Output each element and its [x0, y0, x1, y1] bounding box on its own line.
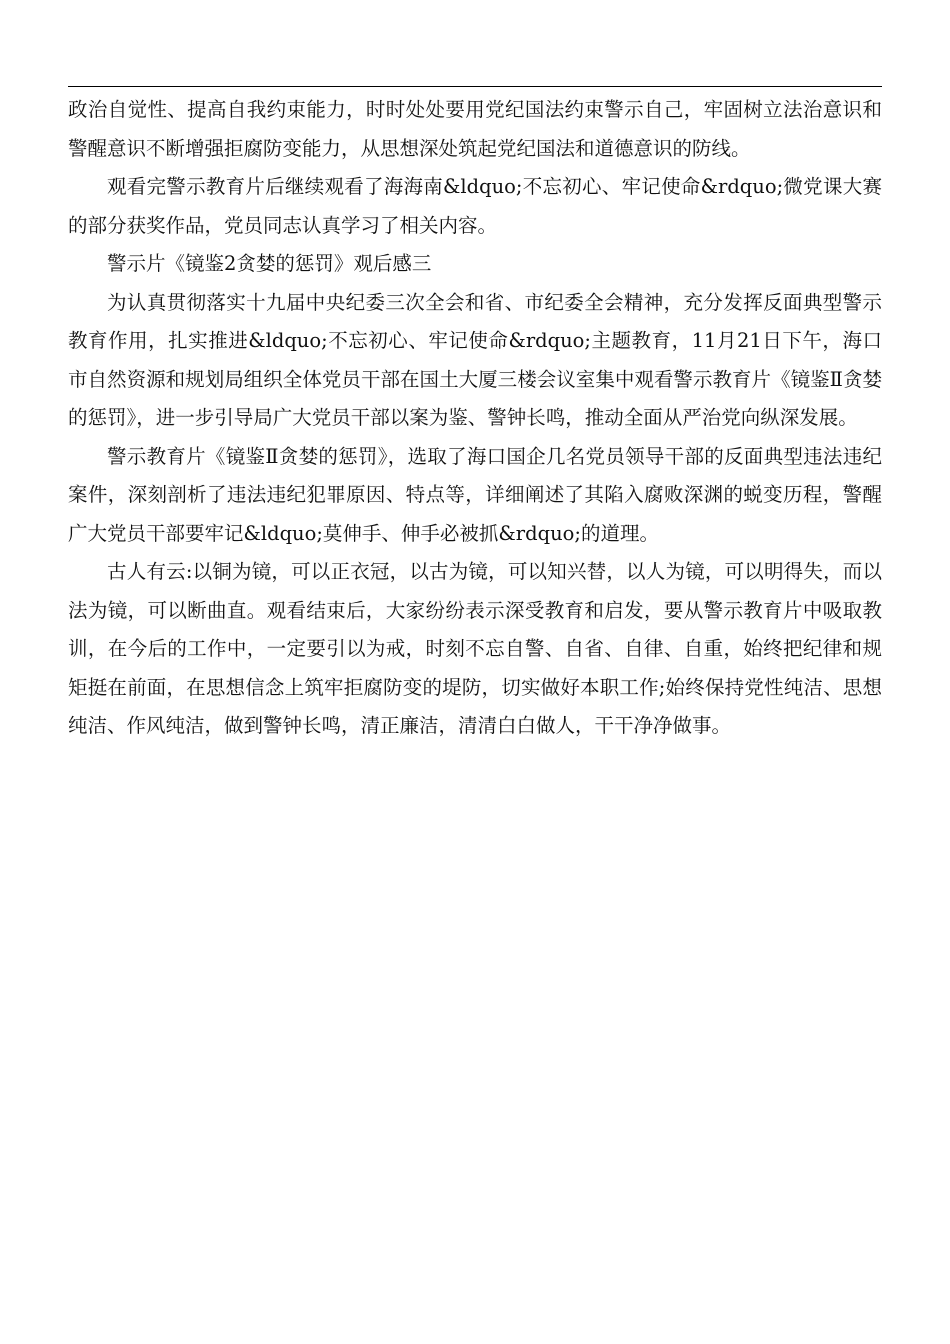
header-rule	[68, 86, 882, 87]
paragraph-film-summary: 警示教育片《镜鉴Ⅱ贪婪的惩罚》，选取了海口国企几名党员领导干部的反面典型违法违纪案件，深刻剖析了违法违纪犯罪原因、特点等，详细阐述了其陷入腐败深渊的蜕变历程，警醒广大党员干部要牢记&ldquo;莫伸手、伸手必被抓&rdquo;的道理。	[68, 444, 882, 545]
paragraph-continuation: 政治自觉性、提高自我约束能力，时时处处要用党纪国法约束警示自己，牢固树立法治意识和警醒意识不断增强拒腐防变能力，从思想深处筑起党纪国法和道德意识的防线。	[68, 98, 882, 160]
paragraph-reflection: 古人有云:以铜为镜，可以正衣冠，以古为镜，可以知兴替，以人为镜，可以明得失，而以法为镜，可以断曲直。观看结束后，大家纷纷表示深受教育和启发，要从警示教育片中吸取教训，在今后的工作中，一定要引以为戒，时刻不忘自警、自省、自律、自重，始终把纪律和规矩挺在前面，在思想信念上筑牢拒腐防变的堤防，切实做好本职工作;始终保持党性纯洁、思想纯洁、作风纯洁，做到警钟长鸣，清正廉洁，清清白白做人，干干净净做事。	[68, 560, 882, 737]
section-heading: 警示片《镜鉴2贪婪的惩罚》观后感三	[107, 252, 432, 275]
paragraph-event: 为认真贯彻落实十九届中央纪委三次全会和省、市纪委全会精神，充分发挥反面典型警示教育作用，扎实推进&ldquo;不忘初心、牢记使命&rdquo;主题教育，11月21日下午，海口市自然资源和规划局组织全体党员干部在国土大厦三楼会议室集中观看警示教育片《镜鉴Ⅱ贪婪的惩罚》，进一步引导局广大党员干部以案为鉴、警钟长鸣，推动全面从严治党向纵深发展。	[68, 290, 882, 429]
paragraph-micro-course: 观看完警示教育片后继续观看了海海南&ldquo;不忘初心、牢记使命&rdquo;微党课大赛的部分获奖作品，党员同志认真学习了相关内容。	[68, 175, 882, 237]
document-body	[68, 91, 882, 746]
